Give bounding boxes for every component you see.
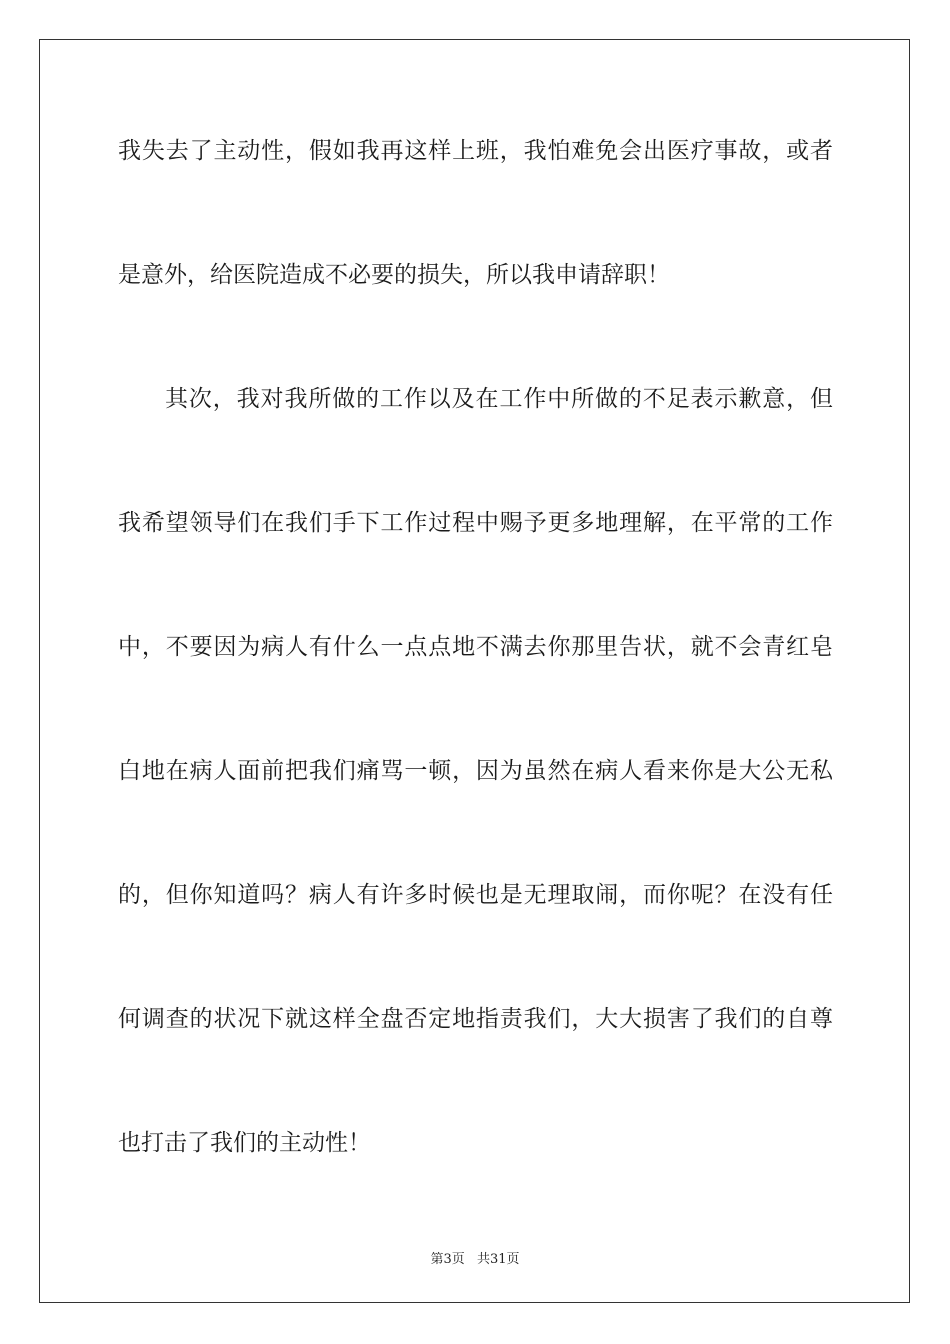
- page-number: 第3页: [430, 1252, 465, 1267]
- body-line-9: 也打击了我们的主动性！: [118, 1130, 371, 1156]
- page-border: [39, 39, 910, 1303]
- body-line-2: 是意外，给医院造成不必要的损失，所以我申请辞职！: [118, 262, 670, 288]
- page-total: 共31页: [476, 1252, 520, 1267]
- body-line-4: 我希望领导们在我们手下工作过程中赐予更多地理解，在平常的工作: [118, 510, 833, 536]
- body-line-7: 的，但你知道吗？病人有许多时候也是无理取闹，而你呢？在没有任: [118, 882, 833, 908]
- body-line-8: 何调查的状况下就这样全盘否定地指责我们，大大损害了我们的自尊: [118, 1006, 833, 1032]
- body-line-5: 中，不要因为病人有什么一点点地不满去你那里告状，就不会青红皂: [118, 634, 833, 660]
- page-footer: [0, 1248, 950, 1267]
- body-line-3: 其次，我对我所做的工作以及在工作中所做的不足表示歉意，但: [165, 386, 833, 412]
- body-line-1: 我失去了主动性，假如我再这样上班，我怕难免会出医疗事故，或者: [118, 138, 833, 164]
- body-line-6: 白地在病人面前把我们痛骂一顿，因为虽然在病人看来你是大公无私: [118, 758, 833, 784]
